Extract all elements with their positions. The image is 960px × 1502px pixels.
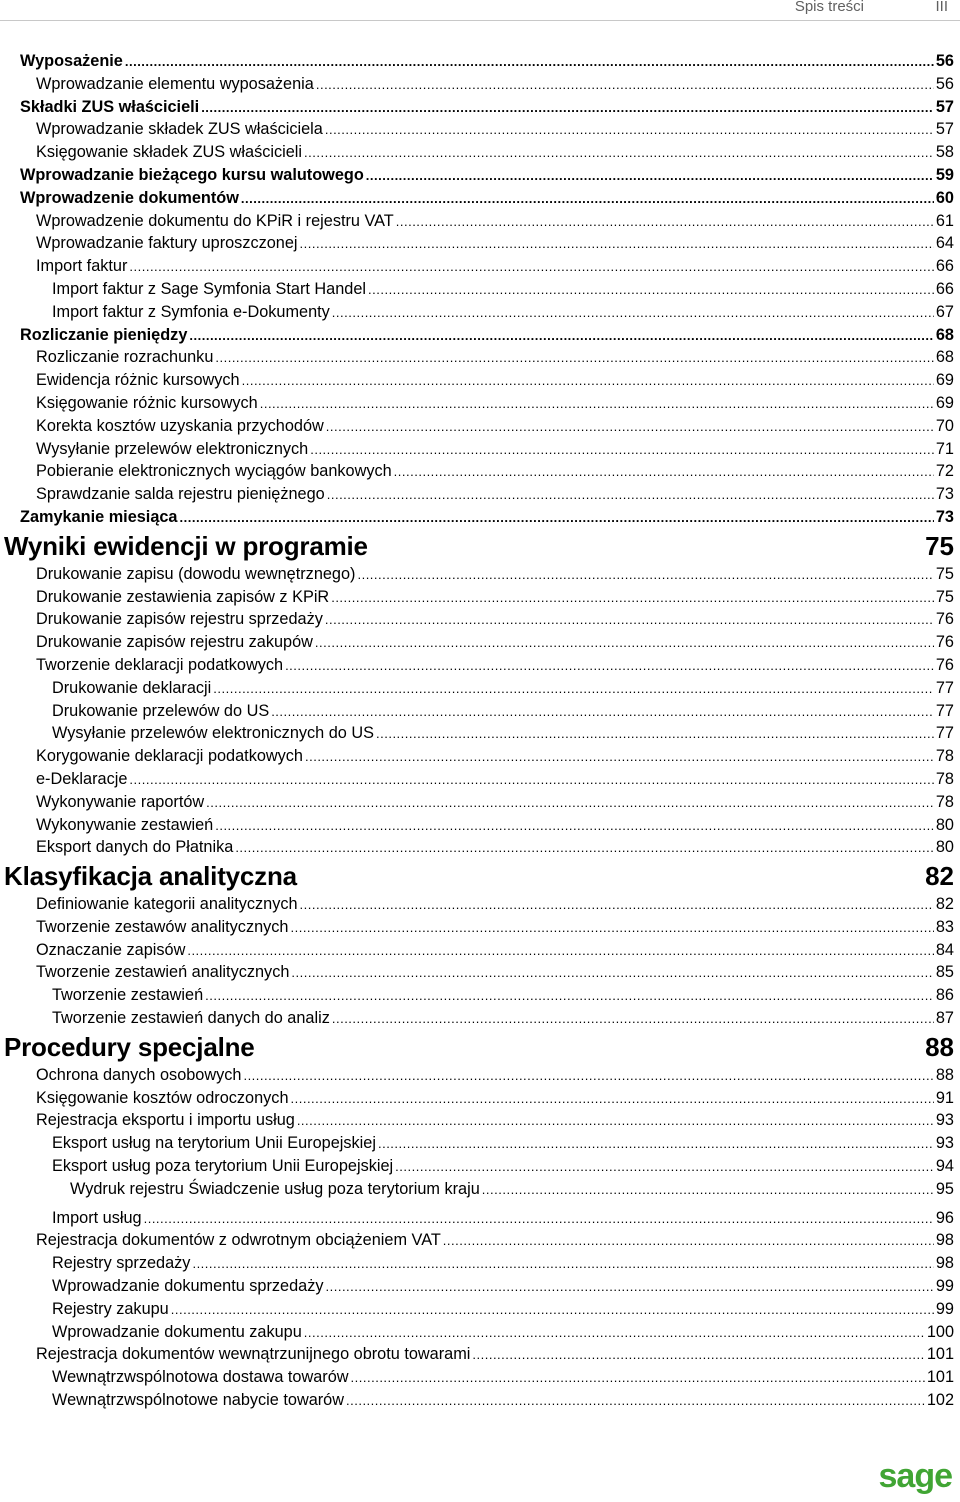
page-header [0, 0, 960, 18]
dot-leader [304, 1322, 925, 1345]
dot-leader [482, 1179, 934, 1202]
dot-leader [180, 507, 934, 530]
toc-entry[interactable] [0, 483, 960, 506]
entry-title: e-Deklaracje [36, 769, 128, 788]
toc-entry[interactable] [0, 1321, 960, 1344]
dot-leader [215, 815, 934, 838]
dot-leader [213, 678, 934, 701]
dot-leader [235, 837, 934, 860]
chapter-title: Klasyfikacja analityczna [4, 861, 297, 892]
entry-title: Wprowadzanie elementu wyposażenia [36, 74, 314, 93]
toc-entry[interactable] [0, 677, 960, 700]
entry-title: Drukowanie deklaracji [52, 678, 212, 697]
toc-entry[interactable] [0, 324, 960, 347]
entry-page: 93 [935, 1134, 954, 1153]
toc-chapter[interactable] [0, 859, 960, 893]
entry-page: 56 [935, 52, 954, 70]
entry-page: 76 [935, 655, 954, 674]
entry-page: 59 [935, 165, 954, 184]
entry-title: Rozliczanie rozrachunku [36, 348, 214, 367]
entry-page: 71 [935, 439, 954, 458]
toc-entry[interactable] [0, 1132, 960, 1155]
entry-title: Drukowanie przelewów do US [52, 701, 270, 720]
entry-page: 73 [935, 485, 954, 504]
entry-page: 77 [935, 701, 954, 720]
entry-page: 76 [935, 610, 954, 629]
dot-leader [285, 655, 934, 678]
entry-page: 94 [935, 1157, 954, 1176]
entry-title: Korekta kosztów uzyskania przychodów [36, 416, 324, 435]
dot-leader [291, 1088, 934, 1111]
toc-entry[interactable] [0, 1389, 960, 1412]
dot-leader [357, 564, 933, 587]
dot-leader [310, 439, 934, 462]
toc-entry[interactable] [0, 460, 960, 483]
toc-entry[interactable] [0, 1064, 960, 1087]
toc-entry[interactable] [0, 96, 960, 119]
toc-entry[interactable] [0, 1366, 960, 1389]
entry-page: 96 [935, 1208, 954, 1227]
toc-entry[interactable] [0, 438, 960, 461]
dot-leader [304, 142, 934, 165]
entry-title: Rejestry sprzedaży [52, 1254, 191, 1273]
entry-title: Księgowanie kosztów odroczonych [36, 1088, 289, 1107]
entry-title: Eksport usług na terytorium Unii Europejskiej [52, 1134, 376, 1153]
entry-title: Drukowanie zapisów rejestru zakupów [36, 633, 313, 652]
entry-page: 101 [926, 1368, 954, 1387]
toc-entry[interactable] [0, 232, 960, 255]
entry-title: Import usług [52, 1208, 142, 1227]
entry-page: 78 [935, 769, 954, 788]
entry-page: 93 [935, 1111, 954, 1130]
dot-leader [325, 609, 934, 632]
entry-title: Rejestry zakupu [52, 1299, 169, 1318]
entry-title: Tworzenie zestawów analitycznych [36, 917, 289, 936]
entry-page: 69 [935, 371, 954, 390]
entry-title: Oznaczanie zapisów [36, 940, 186, 959]
entry-title: Wysyłanie przelewów elektronicznych do US [52, 724, 374, 743]
entry-title: Tworzenie zestawień [52, 986, 204, 1005]
entry-title: Wyposażenie [20, 52, 123, 70]
toc-entry[interactable] [0, 210, 960, 233]
entry-title: Eksport danych do Płatnika [36, 838, 234, 857]
entry-page: 72 [935, 462, 954, 481]
chapter-page: 82 [925, 861, 954, 892]
header-rule [0, 20, 960, 21]
dot-leader [215, 347, 934, 370]
dot-leader [187, 940, 934, 963]
entry-title: Wprowadzanie faktury uproszczonej [36, 234, 298, 253]
dot-leader [472, 1344, 924, 1367]
chapter-page: 88 [925, 1031, 954, 1062]
toc-entry[interactable] [0, 141, 960, 164]
entry-title: Rejestracja dokumentów wewnątrzunijnego obrotu towarami [36, 1345, 471, 1364]
toc-entry[interactable] [0, 745, 960, 768]
toc-entry[interactable] [0, 700, 960, 723]
toc-entry[interactable] [0, 608, 960, 631]
entry-page: 73 [935, 507, 954, 526]
toc-entry[interactable] [0, 369, 960, 392]
entry-title: Wprowadzenie dokumentów [20, 188, 239, 207]
entry-page: 98 [935, 1254, 954, 1273]
toc-entry[interactable] [0, 506, 960, 529]
dot-leader [376, 723, 934, 746]
entry-page: 87 [935, 1009, 954, 1028]
dot-leader [242, 370, 934, 393]
toc-entry[interactable] [0, 415, 960, 438]
chapter-title: Procedury specjalne [4, 1031, 255, 1062]
dot-leader [327, 484, 934, 507]
entry-page: 78 [935, 747, 954, 766]
sage-logo: sage [878, 1457, 952, 1495]
toc-entry[interactable] [0, 255, 960, 278]
dot-leader [192, 1253, 933, 1276]
toc-entry[interactable] [0, 631, 960, 654]
entry-title: Sprawdzanie salda rejestru pieniężnego [36, 485, 325, 504]
dot-leader [144, 1208, 934, 1231]
dot-leader [351, 1367, 925, 1390]
entry-title: Drukowanie zestawienia zapisów z KPiR [36, 587, 330, 606]
entry-title: Wprowadzanie dokumentu zakupu [52, 1322, 302, 1341]
dot-leader [368, 279, 934, 302]
entry-title: Wprowadzanie dokumentu sprzedaży [52, 1277, 324, 1296]
toc-entry[interactable] [0, 1229, 960, 1252]
dot-leader [171, 1299, 934, 1322]
dot-leader [125, 51, 934, 74]
entry-page: 76 [935, 633, 954, 652]
entry-page: 70 [935, 416, 954, 435]
toc-entry[interactable] [0, 1343, 960, 1366]
dot-leader [241, 188, 934, 211]
entry-page: 60 [935, 188, 954, 207]
section-title: Spis treści [794, 0, 864, 15]
entry-title: Rejestracja eksportu i importu usług [36, 1111, 295, 1130]
dot-leader [395, 1156, 934, 1179]
dot-leader [189, 325, 933, 348]
toc-entry[interactable] [0, 1087, 960, 1110]
entry-title: Definiowanie kategorii analitycznych [36, 895, 298, 914]
toc-entry[interactable] [0, 939, 960, 962]
dot-leader [326, 1276, 934, 1299]
entry-title: Ochrona danych osobowych [36, 1065, 242, 1084]
dot-leader [206, 792, 934, 815]
toc-entry[interactable] [0, 1207, 960, 1230]
entry-page: 69 [935, 393, 954, 412]
dot-leader [316, 74, 934, 97]
entry-title: Zamykanie miesiąca [20, 507, 178, 526]
toc-entry[interactable] [0, 893, 960, 916]
toc-chapter[interactable] [0, 529, 960, 563]
entry-title: Import faktur z Sage Symfonia Start Handel [52, 279, 367, 298]
toc-entry[interactable] [0, 187, 960, 210]
toc-entry[interactable] [0, 118, 960, 141]
entry-title: Wykonywanie raportów [36, 792, 205, 811]
page-number: III [935, 0, 948, 15]
toc-entry[interactable] [0, 984, 960, 1007]
dot-leader [300, 233, 934, 256]
entry-page: 57 [935, 120, 954, 139]
dot-leader [326, 416, 934, 439]
entry-page: 67 [935, 302, 954, 321]
dot-leader [325, 119, 934, 142]
entry-page: 66 [935, 257, 954, 276]
dot-leader [346, 1390, 925, 1413]
entry-title: Eksport usług poza terytorium Unii Europejskiej [52, 1157, 394, 1176]
toc-entry[interactable] [0, 346, 960, 369]
dot-leader [205, 985, 934, 1008]
entry-title: Wysyłanie przelewów elektronicznych [36, 439, 309, 458]
entry-title: Wprowadzenie dokumentu do KPiR i rejestru VAT [36, 211, 394, 230]
dot-leader [129, 256, 933, 279]
entry-title: Księgowanie składek ZUS właścicieli [36, 143, 303, 162]
toc-entry[interactable] [0, 1275, 960, 1298]
entry-title: Import faktur z Symfonia e-Dokumenty [52, 302, 330, 321]
dot-leader [443, 1230, 934, 1253]
entry-title: Drukowanie zapisu (dowodu wewnętrznego) [36, 564, 356, 583]
toc-entry[interactable] [0, 1007, 960, 1030]
entry-page: 80 [935, 838, 954, 857]
toc-entry[interactable] [0, 164, 960, 187]
entry-title: Wprowadzanie składek ZUS właściciela [36, 120, 323, 139]
entry-title: Rejestracja dokumentów z odwrotnym obciążeniem VAT [36, 1231, 441, 1250]
entry-page: 75 [935, 564, 954, 583]
toc-entry[interactable] [0, 586, 960, 609]
dot-leader [260, 393, 934, 416]
dot-leader [297, 1110, 934, 1133]
dot-leader [315, 632, 934, 655]
entry-title: Składki ZUS właścicieli [20, 97, 200, 116]
entry-page: 100 [926, 1322, 954, 1341]
entry-page: 82 [935, 895, 954, 914]
entry-page: 68 [935, 325, 954, 344]
toc-entry[interactable] [0, 916, 960, 939]
entry-page: 77 [935, 724, 954, 743]
entry-title: Ewidencja różnic kursowych [36, 371, 240, 390]
toc-entry[interactable] [0, 961, 960, 984]
dot-leader [129, 769, 933, 792]
entry-page: 57 [935, 97, 954, 116]
dot-leader [201, 97, 934, 120]
toc-entry[interactable] [0, 50, 960, 73]
toc-entry[interactable] [0, 722, 960, 745]
dot-leader [300, 894, 934, 917]
entry-page: 64 [935, 234, 954, 253]
entry-page: 83 [935, 917, 954, 936]
entry-page: 88 [935, 1065, 954, 1084]
entry-page: 102 [926, 1391, 954, 1410]
entry-page: 77 [935, 678, 954, 697]
toc-entry[interactable] [0, 73, 960, 96]
entry-page: 56 [935, 74, 954, 93]
table-of-contents [0, 50, 960, 1412]
dot-leader [243, 1065, 933, 1088]
dot-leader [394, 461, 934, 484]
toc-entry[interactable] [0, 768, 960, 791]
entry-title: Tworzenie zestawień analitycznych [36, 963, 290, 982]
toc-entry[interactable] [0, 1155, 960, 1178]
entry-title: Import faktur [36, 257, 128, 276]
entry-page: 78 [935, 792, 954, 811]
entry-page: 85 [935, 963, 954, 982]
entry-title: Tworzenie zestawień danych do analiz [52, 1009, 330, 1028]
entry-page: 66 [935, 279, 954, 298]
dot-leader [271, 701, 934, 724]
entry-title: Wprowadzanie bieżącego kursu walutowego [20, 165, 364, 184]
entry-page: 58 [935, 143, 954, 162]
dot-leader [290, 917, 933, 940]
chapter-page: 75 [925, 530, 954, 561]
toc-chapter[interactable] [0, 1030, 960, 1064]
toc-entry[interactable] [0, 1298, 960, 1321]
entry-page: 68 [935, 348, 954, 367]
dot-leader [332, 302, 934, 325]
dot-leader [366, 165, 934, 188]
entry-page: 101 [926, 1345, 954, 1364]
entry-page: 91 [935, 1088, 954, 1107]
entry-page: 95 [935, 1179, 954, 1198]
entry-title: Drukowanie zapisów rejestru sprzedaży [36, 610, 323, 629]
entry-title: Wykonywanie zestawień [36, 815, 214, 834]
toc-entry[interactable] [0, 563, 960, 586]
entry-title: Rozliczanie pieniędzy [20, 325, 188, 344]
toc-entry[interactable] [0, 654, 960, 677]
toc-entry[interactable] [0, 301, 960, 324]
toc-entry[interactable] [0, 791, 960, 814]
toc-entry[interactable] [0, 278, 960, 301]
entry-page: 98 [935, 1231, 954, 1250]
entry-page: 75 [935, 587, 954, 606]
entry-page: 61 [935, 211, 954, 230]
entry-title: Księgowanie różnic kursowych [36, 393, 258, 412]
toc-entry[interactable] [0, 392, 960, 415]
entry-title: Wewnątrzwspólnotowe nabycie towarów [52, 1391, 344, 1410]
dot-leader [291, 962, 933, 985]
entry-title: Tworzenie deklaracji podatkowych [36, 655, 284, 674]
toc-entry[interactable] [0, 1252, 960, 1275]
toc-entry[interactable] [0, 1178, 960, 1201]
dot-leader [332, 1008, 934, 1031]
entry-page: 99 [935, 1277, 954, 1296]
entry-title: Korygowanie deklaracji podatkowych [36, 747, 303, 766]
dot-leader [378, 1133, 934, 1156]
dot-leader [331, 587, 934, 610]
entry-title: Pobieranie elektronicznych wyciągów bankowych [36, 462, 392, 481]
dot-leader [305, 746, 934, 769]
entry-page: 86 [935, 986, 954, 1005]
entry-page: 99 [935, 1299, 954, 1318]
chapter-title: Wyniki ewidencji w programie [4, 530, 368, 561]
entry-title: Wewnątrzwspólnotowa dostawa towarów [52, 1368, 349, 1387]
dot-leader [396, 211, 934, 234]
toc-entry[interactable] [0, 1109, 960, 1132]
entry-page: 84 [935, 940, 954, 959]
entry-page: 80 [935, 815, 954, 834]
entry-title: Wydruk rejestru Świadczenie usług poza terytorium kraju [70, 1179, 480, 1198]
toc-entry[interactable] [0, 814, 960, 837]
toc-entry[interactable] [0, 836, 960, 859]
